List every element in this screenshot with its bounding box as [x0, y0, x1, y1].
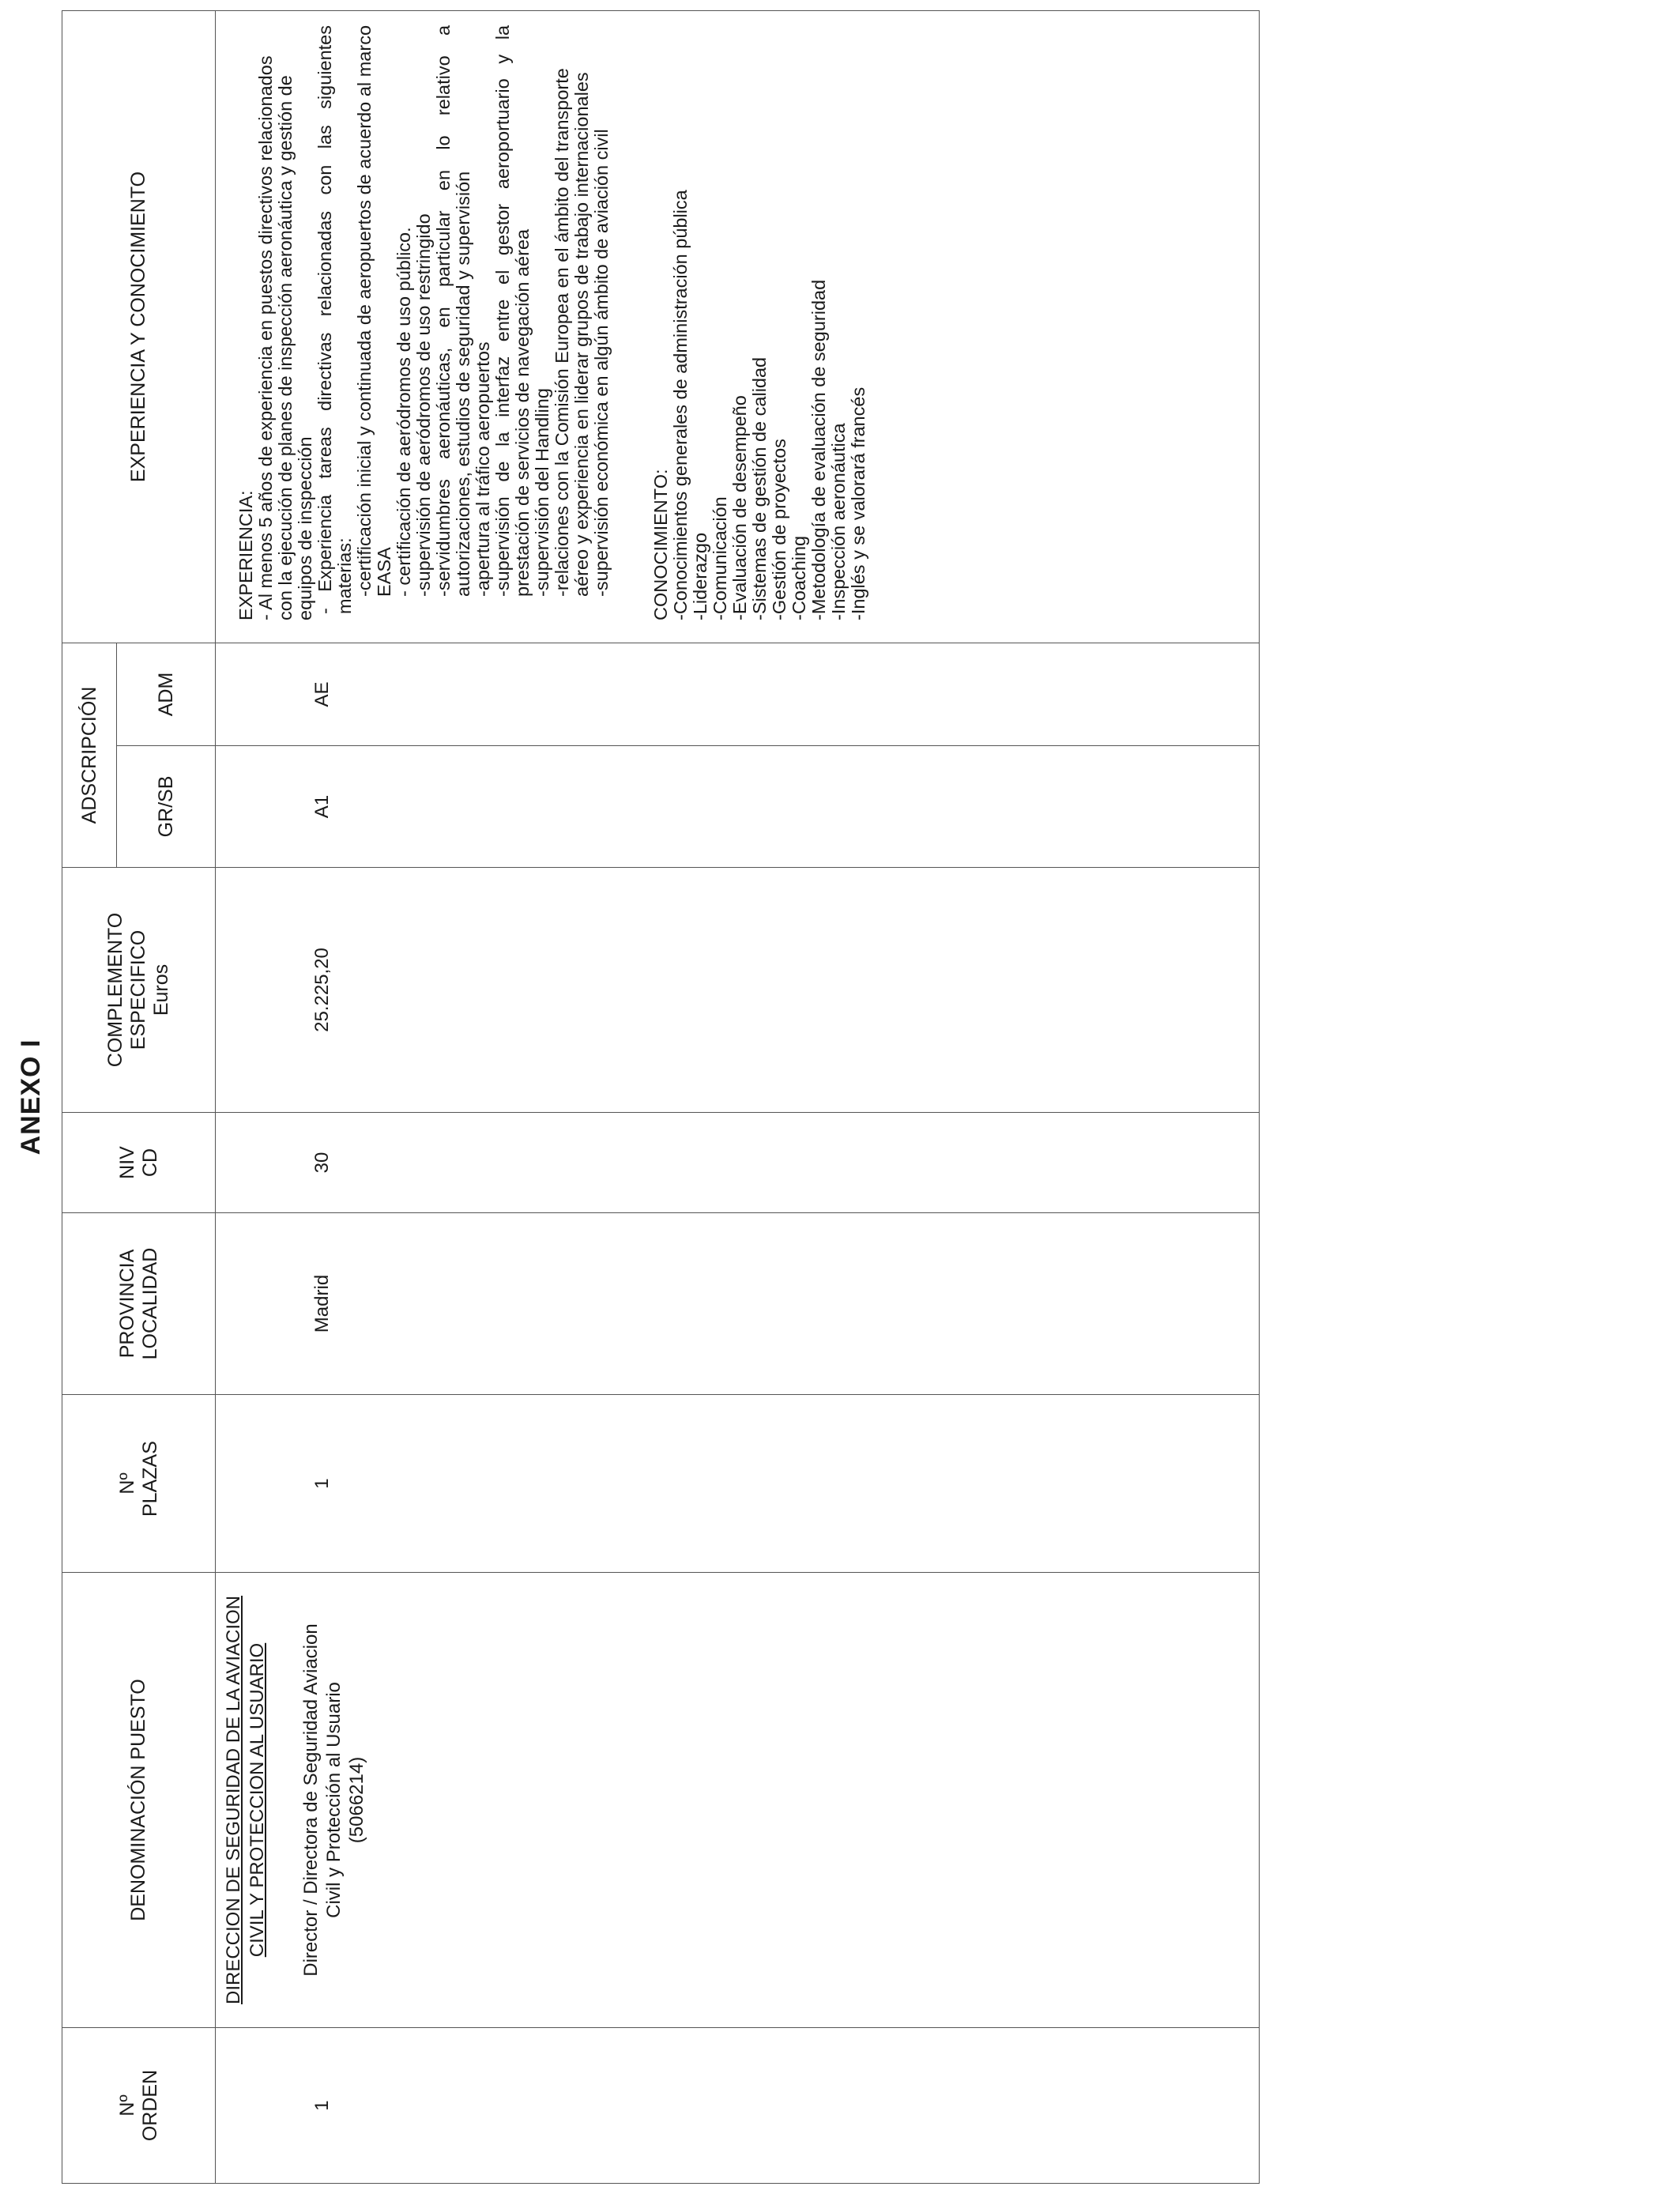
header-complemento: COMPLEMENTO ESPECIFICO Euros — [62, 868, 216, 1113]
conocimiento-item: -Liderazgo — [690, 532, 710, 620]
experiencia-item: - Al menos 5 años de experiencia en puestos directivos relacionados con la ejecución de planes de inspección aeronáutica y gestión de equipos de inspección — [255, 55, 315, 620]
header-adscripcion: ADSCRIPCIÓN — [62, 643, 117, 867]
cell-complemento — [216, 868, 1260, 1113]
conocimiento-item: -Conocimientos generales de administración pública — [670, 190, 691, 620]
cell-orden — [216, 2028, 1260, 2184]
experiencia-item: -apertura al tráfico aeropuertos — [473, 341, 493, 597]
experiencia-item: -supervisión de aeródromos de uso restringido — [413, 213, 434, 597]
header-experiencia: EXPERIENCIA Y CONOCIMIENTO — [62, 10, 216, 643]
header-adm: ADM — [117, 643, 216, 745]
grupo-value: A1 — [311, 794, 333, 819]
header-nivel: NIV CD — [62, 1113, 216, 1213]
conocimiento-item: -Evaluación de desempeño — [729, 395, 750, 620]
conocimiento-item: -Gestión de proyectos — [769, 439, 789, 620]
position-code: (5066214) — [346, 1756, 367, 1844]
conocimiento-item: -Inspección aeronáutica — [828, 423, 849, 620]
header-provincia-localidad: PROVINCIA LOCALIDAD — [62, 1213, 216, 1395]
experiencia-item: -servidumbres aeronáuticas, en particular en lo relativo a autorizaciones, estudios de seguridad y supervisión — [433, 25, 473, 597]
conocimiento-item: -Metodología de evaluación de seguridad — [808, 279, 829, 620]
experiencia-item: -supervisión de la interfaz entre el gestor aeroportuario y la prestación de servicios de navegación aérea — [492, 25, 533, 597]
vacancy-table — [62, 10, 1260, 2184]
conocimiento-title: CONOCIMIENTO: — [650, 469, 671, 620]
experiencia-item: -supervisión del Handling — [532, 388, 552, 597]
header-orden: Nº ORDEN — [62, 2028, 216, 2184]
document-title: ANEXO I — [15, 1039, 46, 1155]
header-plazas: Nº PLAZAS — [62, 1395, 216, 1573]
plazas-value: 1 — [311, 1478, 333, 1489]
section-spacer — [612, 25, 651, 620]
experiencia-title: EXPERIENCIA: — [235, 490, 256, 620]
cell-adm — [216, 643, 1260, 745]
cell-plazas — [216, 1395, 1260, 1573]
experiencia-item: -certificación inicial y continuada de aeropuertos de acuerdo al marco EASA — [354, 25, 394, 597]
orden-value: 1 — [311, 2100, 333, 2111]
conocimiento-item: -Sistemas de gestión de calidad — [749, 356, 770, 620]
conocimiento-item: -Comunicación — [710, 496, 730, 620]
header-denominacion: DENOMINACIÓN PUESTO — [62, 1573, 216, 2028]
conocimiento-item: -Inglés y se valorará francés — [848, 386, 868, 620]
experiencia-item: -relaciones con la Comisión Europea en el ámbito del transporte aéreo y experiencia en liderar grupos de trabajo internacionales — [552, 68, 592, 597]
cell-experiencia-conocimiento — [216, 10, 1260, 643]
cell-grupo — [216, 746, 1260, 868]
cell-nivel — [216, 1113, 1260, 1213]
localidad-value: Madrid — [311, 1274, 333, 1333]
conocimiento-item: -Coaching — [789, 535, 809, 620]
cell-denominacion — [216, 1573, 1260, 2028]
cell-localidad — [216, 1213, 1260, 1395]
nivel-value: 30 — [311, 1152, 333, 1174]
position-name: Director / Directora de Seguridad Aviacion Civil y Protección al Usuario — [300, 1623, 345, 1977]
section-heading: DIRECCION DE SEGURIDAD DE LA AVIACION CIVIL Y PROTECCION AL USUARIO — [223, 1596, 268, 2004]
adm-value: AE — [311, 681, 333, 707]
header-grupo: GR/SB — [117, 746, 216, 868]
experiencia-item: - Experiencia tareas directivas relacionadas con las siguientes materias: — [315, 25, 355, 614]
experiencia-item: - certificación de aeródromos de uso público. — [394, 227, 414, 597]
complemento-value: 25.225,20 — [311, 948, 333, 1032]
experiencia-item: -supervisión económica en algún ámbito de aviación civil — [591, 129, 612, 597]
